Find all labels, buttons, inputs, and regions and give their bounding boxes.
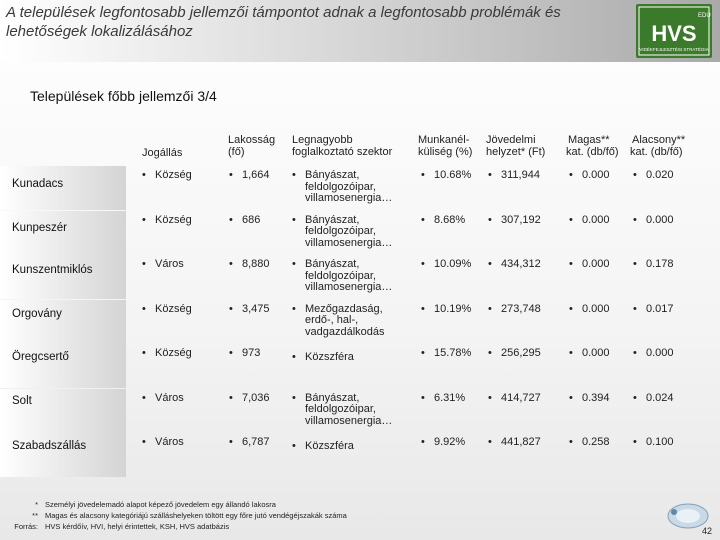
settlement-name: Solt [12, 395, 32, 407]
jogallas-cell: • Község [142, 347, 192, 359]
header-lakossag-line2: (fő) [228, 146, 245, 158]
header-jogallas: Jogállás [142, 147, 183, 159]
bullet: • [488, 436, 492, 448]
alacsony-cell: • 0.000 [633, 347, 674, 359]
alacsony-cell: • 0.020 [633, 169, 674, 181]
table-row-4 [0, 300, 720, 344]
magas-cell: • 0.000 [569, 347, 610, 359]
munkanelkuliseg-cell: • 9.92% [421, 436, 466, 448]
szektor-cell: • Közszféra [292, 440, 354, 452]
bullet: • [229, 169, 233, 181]
bullet: • [292, 213, 296, 226]
bullet: • [292, 391, 296, 404]
alacsony-cell: • 0.100 [633, 436, 674, 448]
bullet: • [633, 436, 637, 448]
logo-small-text: EDU [698, 13, 711, 19]
bullet: • [488, 213, 492, 226]
page-title: A települések legfontosabb jellemzői támpontot adnak a legfontosabb problémák és lehetőségek lokalizálásához [6, 4, 561, 40]
jogallas-cell: • Város [142, 391, 184, 404]
settlement-name: Orgovány [12, 308, 62, 320]
table-row-6 [0, 389, 720, 433]
header-lakossag [228, 134, 275, 158]
bullet: • [488, 302, 492, 315]
bullet: • [229, 302, 233, 315]
magas-cell: • 0.000 [569, 258, 610, 270]
lakossag-cell: • 973 [229, 347, 261, 359]
alacsony-cell: • 0.178 [633, 258, 674, 270]
header-munkanelkuliseg-line2: küliség (%) [418, 146, 473, 158]
bullet: • [633, 169, 637, 181]
bullet: • [421, 258, 425, 270]
jovedelmi-cell: • 273,748 [488, 302, 541, 315]
szektor-cell: • Közszféra [292, 351, 354, 363]
header-magas [566, 134, 619, 158]
bullet: • [142, 391, 146, 404]
bullet: • [292, 302, 296, 315]
lakossag-cell: • 6,787 [229, 436, 270, 448]
munkanelkuliseg-cell: • 10.19% [421, 302, 472, 315]
jovedelmi-cell: • 441,827 [488, 436, 541, 448]
munkanelkuliseg-cell: • 15.78% [421, 347, 472, 359]
bullet: • [421, 169, 425, 181]
row-label-band [0, 255, 126, 299]
bullet: • [142, 347, 146, 359]
jovedelmi-cell: • 256,295 [488, 347, 541, 359]
header-magas-line2: kat. (db/fő) [566, 146, 619, 158]
jovedelmi-cell: • 414,727 [488, 391, 541, 404]
munkanelkuliseg-cell: • 10.09% [421, 258, 472, 270]
header-alacsony [630, 134, 685, 158]
bullet: • [421, 302, 425, 315]
bullet: • [488, 391, 492, 404]
munkanelkuliseg-cell: • 6.31% [421, 391, 466, 404]
bullet: • [488, 347, 492, 359]
lakossag-cell: • 1,664 [229, 169, 270, 181]
magas-cell: • 0.000 [569, 213, 610, 226]
bullet: • [142, 258, 146, 270]
row-label-band [0, 300, 126, 344]
szektor-cell: • Bányászat, feldolgozóipar, villamosenergia… [292, 213, 393, 249]
bullet: • [229, 391, 233, 404]
bullet: • [569, 169, 573, 181]
bullet: • [142, 169, 146, 181]
magas-cell: • 0.000 [569, 302, 610, 315]
bullet: • [421, 347, 425, 359]
jogallas-cell: • Város [142, 258, 184, 270]
logo-main-text: HVS [651, 21, 697, 46]
bullet: • [569, 391, 573, 404]
settlement-name: Szabadszállás [12, 440, 87, 452]
lakossag-cell: • 686 [229, 213, 261, 226]
table-row-7 [0, 433, 720, 477]
bullet: • [569, 213, 573, 226]
header-jovedelmi-line1: Jövedelmi [486, 134, 536, 146]
bullet: • [488, 258, 492, 270]
settlement-name: Kunszentmiklós [12, 264, 93, 276]
bullet: • [633, 302, 637, 315]
bullet: • [569, 436, 573, 448]
bullet: • [292, 258, 296, 270]
bullet: • [292, 169, 296, 181]
jogallas-cell: • Község [142, 213, 192, 226]
section-title: Települések főbb jellemzői 3/4 [30, 88, 217, 104]
bullet: • [569, 258, 573, 270]
header-jovedelmi [486, 134, 545, 158]
jogallas-cell: • Község [142, 169, 192, 181]
table-row-2 [0, 211, 720, 255]
alacsony-cell: • 0.000 [633, 213, 674, 226]
table-row-1 [0, 166, 720, 210]
bullet: • [569, 302, 573, 315]
magas-cell: • 0.258 [569, 436, 610, 448]
bullet: • [421, 213, 425, 226]
bullet: • [292, 351, 296, 363]
szektor-cell: • Mezőgazdaság, erdő-, hal-, vadgazdálkodás [292, 302, 385, 338]
table-row-5 [0, 344, 720, 388]
bullet: • [569, 347, 573, 359]
bullet: • [229, 347, 233, 359]
alacsony-cell: • 0.024 [633, 391, 674, 404]
settlement-name: Kunadacs [12, 178, 64, 190]
page-number: 42 [702, 526, 713, 536]
bullet: • [142, 213, 146, 226]
settlement-name: Öregcsertő [12, 351, 69, 363]
bullet: • [633, 258, 637, 270]
munkanelkuliseg-cell: • 10.68% [421, 169, 472, 181]
header-magas-line1: Magas** [568, 134, 610, 146]
bullet: • [488, 169, 492, 181]
munkanelkuliseg-cell: • 8.68% [421, 213, 466, 226]
szektor-cell: • Bányászat, feldolgozóipar, villamosenergia… [292, 391, 393, 427]
szektor-cell: • Bányászat, feldolgozóipar, villamosenergia… [292, 258, 393, 293]
jovedelmi-cell: • 307,192 [488, 213, 541, 226]
szektor-cell: • Bányászat, feldolgozóipar, villamosenergia… [292, 169, 393, 204]
bullet: • [292, 440, 296, 452]
bullet: • [229, 436, 233, 448]
header-foglalkoztato-line1: Legnagyobb [292, 134, 353, 146]
bullet: • [142, 302, 146, 315]
header-lakossag-line1: Lakosság [228, 134, 276, 146]
lakossag-cell: • 8,880 [229, 258, 270, 270]
bullet: • [421, 436, 425, 448]
header-foglalkoztato-line2: foglalkoztató szektor [292, 146, 393, 158]
jogallas-cell: • Község [142, 302, 192, 315]
bullet: • [229, 258, 233, 270]
bullet: • [421, 391, 425, 404]
jovedelmi-cell: • 434,312 [488, 258, 541, 270]
hvs-logo [636, 4, 712, 58]
header-jovedelmi-line2: helyzet* (Ft) [486, 146, 546, 158]
settlement-name: Kunpeszér [12, 222, 67, 234]
bullet: • [633, 391, 637, 404]
bullet: • [633, 347, 637, 359]
lakossag-cell: • 7,036 [229, 391, 270, 404]
header-foglalkoztato [292, 134, 392, 158]
header-alacsony-line2: kat. (db/fő) [630, 146, 683, 158]
bullet: • [142, 436, 146, 448]
table-row-3 [0, 255, 720, 299]
alacsony-cell: • 0.017 [633, 302, 674, 315]
lakossag-cell: • 3,475 [229, 302, 270, 315]
logo-sub-text: VIDÉKFEJLESZTÉSI STRATÉGIA [639, 47, 709, 52]
bullet: • [633, 213, 637, 226]
magas-cell: • 0.394 [569, 391, 610, 404]
jogallas-cell: • Város [142, 436, 184, 448]
header-munkanelkuliseg [418, 134, 472, 158]
magas-cell: • 0.000 [569, 169, 610, 181]
jovedelmi-cell: • 311,944 [488, 169, 540, 181]
header-munkanelkuliseg-line1: Munkanél- [418, 134, 470, 146]
bullet: • [229, 213, 233, 226]
header-alacsony-line1: Alacsony** [632, 134, 686, 146]
